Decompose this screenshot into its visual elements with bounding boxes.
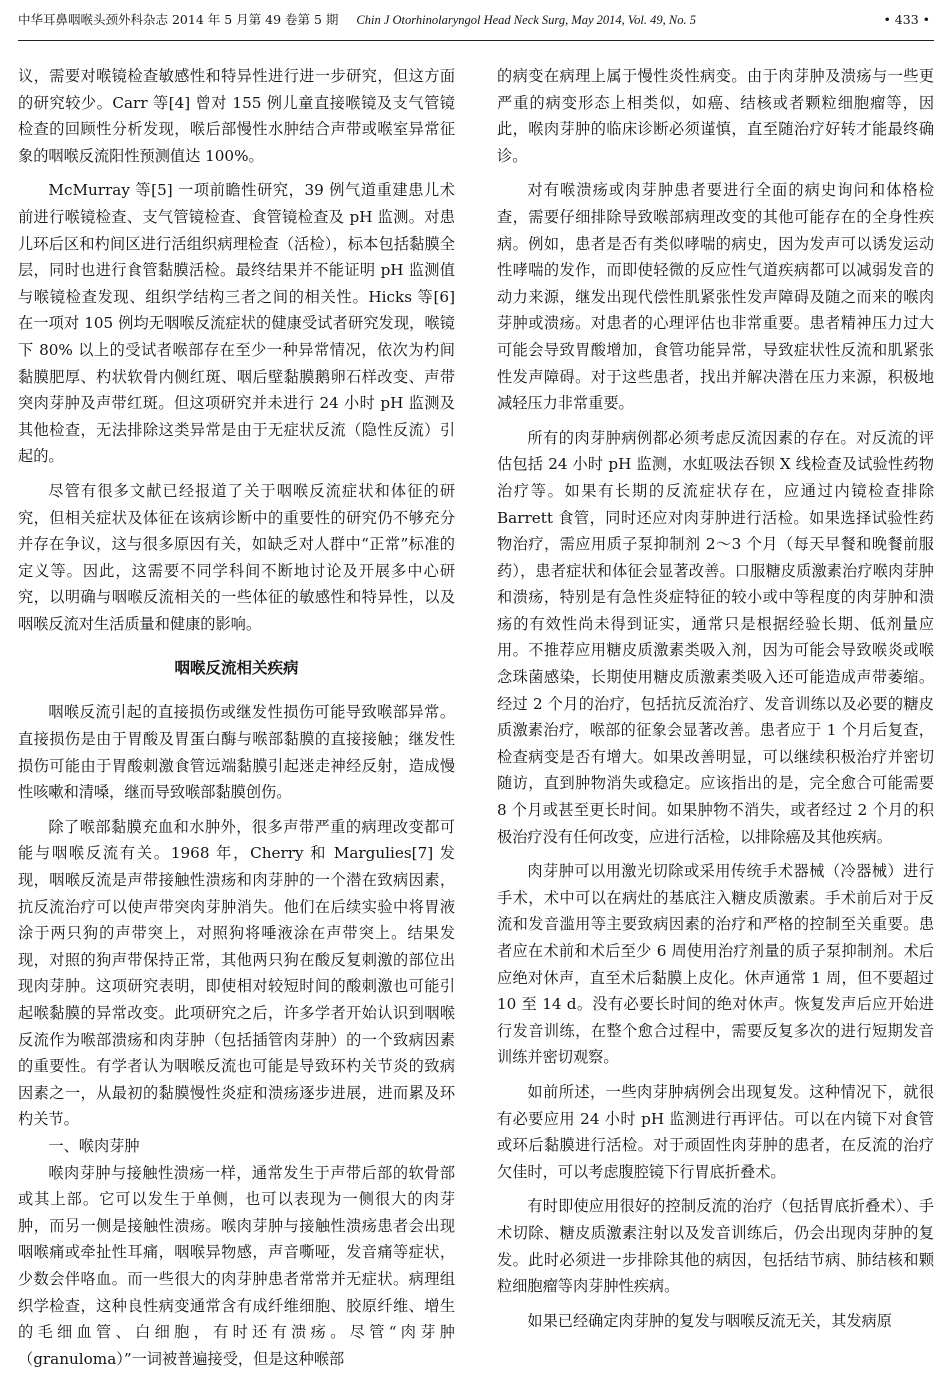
paragraph: 如前所述，一些肉芽肿病例会出现复发。这种情况下，就很有必要应用 24 小时 pH 监测进行再评估。可以在内镜下对食管或环后黏膜进行活检。对于顽固性肉芽肿的患者，在反流的治疗欠佳时，可以考虑腹腔镜下行胃底折叠术。 <box>497 1082 934 1181</box>
journal-title-en: Chin J Otorhinolaryngol Head Neck Surg, May 2014, Vol. 49, No. 5 <box>356 13 696 27</box>
two-column-body <box>18 63 934 1381</box>
paragraph: 肉芽肿可以用激光切除或采用传统手术器械（冷器械）进行手术，术中可以在病灶的基底注入糖皮质激素。手术前后对于反流和发音滥用等主要致病因素的治疗和严格的控制至关重要。患者应在术前和术后至少 6 周使用治疗剂量的质子泵抑制剂。术后应绝对休声，直至术后黏膜上皮化。休声通常 1 周，但不要超过 10 至 14 d。没有必要长时间的绝对休声。恢复发声后应开始进行发音训练，在整个愈合过程中，需要反复多次的进行短期发音训练并密切观察。 <box>497 862 934 1067</box>
running-header <box>18 0 934 41</box>
paragraph: 除了喉部黏膜充血和水肿外，很多声带严重的病理改变都可能与咽喉反流有关。1968 年，Cherry 和 Margulies[7] 发现，咽喉反流是声带接触性溃疡和肉芽肿的一个潜在致病因素，抗反流治疗可以使声带突肉芽肿消失。他们在后续实验中将胃液涂于两只狗的声带突上，对照狗将唾液涂在声带突上。结果发现，对照的狗声带保持正常，其他两只狗在酸反复刺激的部位出现肉芽肿。这项研究表明，即使相对较短时间的酸刺激也可能引起喉黏膜的异常改变。此项研究之后，许多学者开始认识到咽喉反流作为喉部溃疡和肉芽肿（包括插管肉芽肿）的一个致病因素的重要性。有学者认为咽喉反流也可能是导致环杓关节炎的致病因素之一，从最初的黏膜慢性炎症和溃疡逐步进展，进而累及环杓关节。 <box>18 817 455 1129</box>
journal-title-cn: 中华耳鼻咽喉头颈外科杂志 2014 年 5 月第 49 卷第 5 期 <box>18 12 339 27</box>
paragraph: 尽管有很多文献已经报道了关于咽喉反流症状和体征的研究，但相关症状及体征在该病诊断中的重要性的研究仍不够充分并存在争议，这与很多原因有关，如缺乏对人群中“正常”标准的定义等。因此，这需要不同学科间不断地讨论及开展多中心研究，以明确与咽喉反流相关的一些体征的敏感性和特异性，以及咽喉反流对生活质量和健康的影响。 <box>18 481 455 633</box>
paragraph: 的病变在病理上属于慢性炎性病变。由于肉芽肿及溃疡与一些更严重的病变形态上相类似，如癌、结核或者颗粒细胞瘤等，因此，喉肉芽肿的临床诊断必须谨慎，直至随治疗好转才能最终确诊。 <box>497 67 934 165</box>
page-number: • 433 • <box>883 12 930 27</box>
paragraph: 议，需要对喉镜检查敏感性和特异性进行进一步研究，但这方面的研究较少。Carr 等[4] 曾对 155 例儿童直接喉镜及支气管镜检查的回顾性分析发现，喉后部慢性水肿结合声带或喉室异常征象的咽喉反流阳性预测值达 100%。 <box>18 67 455 165</box>
paragraph: 喉肉芽肿与接触性溃疡一样，通常发生于声带后部的软骨部或其上部。它可以发生于单侧，也可以表现为一侧很大的肉芽肿，而另一侧是接触性溃疡。喉肉芽肿与接触性溃疡患者会出现咽喉痛或牵扯性耳痛，咽喉异物感，声音嘶哑，发音痛等症状，少数会伴咯血。而一些很大的肉芽肿患者常常并无症状。病理组织学检查，这种良性病变通常含有成纤维细胞、胶原纤维、增生的毛细血管、白细胞，有时还有溃疡。尽管“肉芽肿（granuloma）”一词被普遍接受，但是这种喉部 <box>18 1163 455 1368</box>
paragraph: 对有喉溃疡或肉芽肿患者要进行全面的病史询问和体格检查，需要仔细排除导致喉部病理改变的其他可能存在的全身性疾病。例如，患者是否有类似哮喘的病史，因为发声可以诱发运动性哮喘的发作，而即使轻微的反应性气道疾病都可以减弱发音的动力来源，继发出现代偿性肌紧张性发声障碍及随之而来的喉肉芽肿或溃疡。对患者的心理评估也非常重要。患者精神压力过大可能会导致胃酸增加，食管功能异常，导致症状性反流和肌紧张性发声障碍。对于这些患者，找出并解决潜在压力来源，积极地减轻压力非常重要。 <box>497 181 934 413</box>
paragraph: 所有的肉芽肿病例都必须考虑反流因素的存在。对反流的评估包括 24 小时 pH 监测，水虹吸法吞钡 X 线检查及试验性药物治疗等。如果有长期的反流症状存在，应通过内镜检查排除 Barrett 食管，同时还应对肉芽肿进行活检。如果选择试验性药物治疗，需应用质子泵抑制剂 2～3 个月（每天早餐和晚餐前服药），患者症状和体征会显著改善。口服糖皮质激素治疗喉肉芽肿和溃疡，特别是有急性炎症特征的较小或中等程度的肉芽肿和溃疡的有效性尚未得到证实，通常只是根据经验长期、低剂量应用。不推荐应用糖皮质激素类吸入剂，因为可能会导致喉炎或喉念珠菌感染，长期使用糖皮质激素类吸入还可能造成声带萎缩。经过 2 个月的治疗，包括抗反流治疗、发音训练以及必要的糖皮质激素治疗，喉部的征象会显著改善。患者应于 1 个月后复查，检查病变是否有增大。如果改善明显，可以继续积极治疗并密切随访，直到肿物消失或稳定。应该指出的是，完全愈合可能需要 8 个月或甚至更长时间。如果肿物不消失，或者经过 2 个月的积极治疗没有任何改变，应进行活检，以排除癌及其他疾病。 <box>497 428 934 846</box>
paragraph: McMurray 等[5] 一项前瞻性研究，39 例气道重建患儿术前进行喉镜检查、支气管镜检查、食管镜检查及 pH 监测。对患儿环后区和杓间区进行活组织病理检查（活检），标本包括黏膜全层，同时也进行食管黏膜活检。最终结果并不能证明 pH 监测值与喉镜检查发现、组织学结构三者之间的相关性。Hicks 等[6] 在一项对 105 例均无咽喉反流症状的健康受试者研究发现，喉镜下 80% 以上的受试者喉部存在至少一种异常情况，依次为杓间黏膜肥厚、杓状软骨内侧红斑、咽后壁黏膜鹅卵石样改变、声带突肉芽肿及声带红斑。但这项研究并未进行 24 小时 pH 监测及其他检查，无法排除这类异常是由于无症状反流（隐性反流）引起的。 <box>18 181 455 466</box>
subsection-heading: 一、喉肉芽肿 <box>48 1136 140 1155</box>
paragraph: 咽喉反流引起的直接损伤或继发性损伤可能导致喉部异常。直接损伤是由于胃酸及胃蛋白酶与喉部黏膜的直接接触；继发性损伤可能由于胃酸刺激食管远端黏膜引起迷走神经反射，造成慢性咳嗽和清嗓，继而导致喉部黏膜创伤。 <box>18 703 455 802</box>
section-heading: 咽喉反流相关疾病 <box>174 659 299 678</box>
paragraph: 有时即使应用很好的控制反流的治疗（包括胃底折叠术）、手术切除、糖皮质激素注射以及发音训练后，仍会出现肉芽肿的复发。此时必须进一步排除其他的病因，包括结节病、肺结核和颗粒细胞瘤等肉芽肿性疾病。 <box>497 1197 934 1296</box>
left-column <box>18 63 455 1381</box>
paragraph: 如果已经确定肉芽肿的复发与咽喉反流无关，其发病原 <box>527 1311 892 1330</box>
right-column <box>497 63 934 1381</box>
